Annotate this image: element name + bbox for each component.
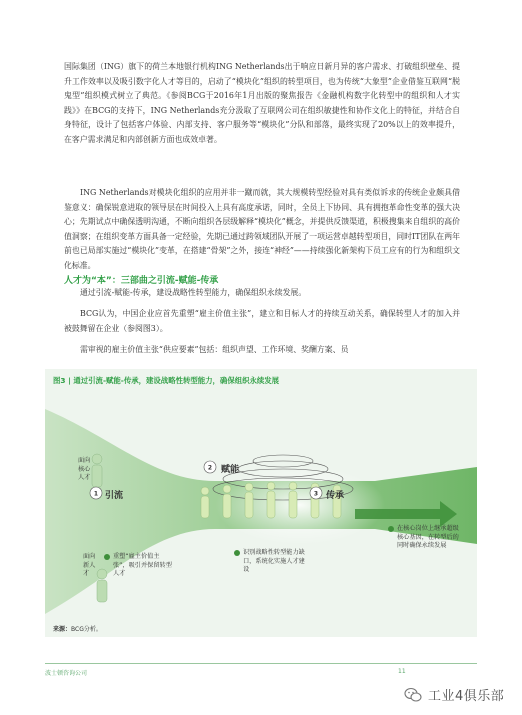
paragraph-section-summary: 通过引流-赋能-传承，建设战略性转型能力，确保组织永续发展。	[80, 288, 307, 297]
source-label: 来源：	[53, 626, 72, 633]
stage-attract-label: 引流	[105, 491, 124, 501]
figure-caption: 图3 | 通过引流-赋能-传承，建设战略性转型能力，确保组织永续发展	[53, 376, 280, 385]
wechat-icon	[404, 687, 422, 703]
label-new-talent: 面向新人才	[83, 553, 96, 577]
talent-flow-illustration	[45, 369, 477, 637]
note-capability-gap: 识别战略性转型能力缺口，系统化实施人才建设	[243, 549, 305, 573]
label-core-talent: 面向核心人才	[78, 457, 91, 481]
page-number: 11	[398, 668, 406, 675]
svg-text:2: 2	[207, 464, 213, 472]
stage-empower-label: 赋能	[221, 465, 240, 475]
note-succession: 在核心岗位上继承超级核心基因，在转型后的同时确保永续发展	[397, 525, 459, 549]
paragraph-supply-elements: 需审视的雇主价值主张“供应要素”包括：组织声望、工作环境、奖酬方案、员	[80, 345, 349, 354]
paragraph-bcg-view: BCG认为，中国企业应首先重塑“雇主价值主张”，建立和目标人才的持续互动关系，确保转型人才的加入并被鼓舞留在企业（参阅图3）。	[64, 309, 460, 333]
figure-3	[45, 369, 477, 637]
footer-divider	[45, 663, 477, 664]
note-employer-value: 重塑“雇主价值主张”，吸引并保留转型人才	[113, 553, 172, 577]
figure-source	[53, 624, 102, 633]
paragraph-ing-intro: 国际集团（ING）旗下的荷兰本地银行机构ING Netherlands出于响应日新月异的客户需求、打破组织壁垒、提升工作效率以及吸引数字化人才等目的，启动了“模块化”组织的转型项目，也为传统“大象型”企业借鉴互联网“脱鬼型”组织模式树立了典范。《参阅BCG于2016年1月出版的聚焦报告《金融机构数字化转型中的组织和人才实践》》在BCG的支持下，ING Netherlands充分汲取了互联网公司在组织敏捷性和协作文化上的特征，并结合自身特征，设计了包括客户体验、内部支持、客户服务等“模块化”分队和部落，最终实现了20%以上的效率提升，在客户需求满足和内部创新方面也成效卓著。	[64, 62, 460, 144]
footer-company: 波士顿咨询公司	[45, 670, 88, 677]
source-text: BCG分析。	[71, 626, 102, 633]
stage-inherit-label: 传承	[326, 491, 345, 501]
svg-text:1: 1	[93, 490, 99, 498]
watermark-text: 工业4俱乐部	[428, 689, 505, 704]
paragraph-ing-lessons: ING Netherlands对模块化组织的应用并非一蹴而就，其大规模转型经验对具有类似诉求的传统企业颇具借鉴意义：确保锐意进取的领导层在时间投入上具有高度承诺，同时，全员上下协同、具有拥抱革命性变革的强大决心；先期试点中确保透明沟通，不断向组织各层级解释“模块化”概念，并提供反馈渠道，积极搜集来自组织的高价值洞察；在组织变革方面具备一定经验，先期已通过跨领域团队开展了一项运营卓越转型项目，同时IT团队在两年前也已局部实施过“模块化”变革，在搭建“骨架”之外，接连“神经”——持续强化新架构下员工应有的行为和组织文化标准。	[64, 188, 460, 270]
watermark	[404, 685, 504, 704]
section-heading: 人才为“本”：三部曲之引流-赋能-传承	[64, 276, 219, 286]
svg-text:3: 3	[313, 490, 319, 498]
